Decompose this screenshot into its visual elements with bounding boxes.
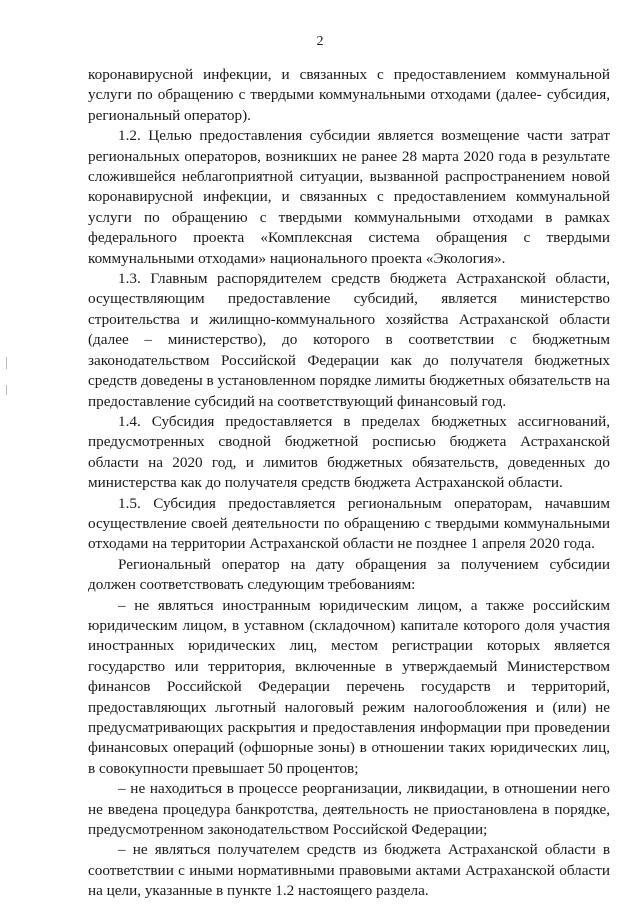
page-number: 2 [316, 34, 324, 49]
margin-mark [6, 385, 7, 395]
paragraph-continuation: коронавирусной инфекции, и связанных с предоставлением коммунальной услуги по обращению с твердыми коммунальными отходами (далее- субсидия, региональный оператор). [88, 66, 610, 124]
requirement-item: – не находиться в процессе реорганизации, ликвидации, в отношении него не введена процедура банкротства, деятельность не приостановлена в порядке, предусмотренном законодательством Российской Федерации; [88, 780, 610, 839]
paragraph-requirements-intro: Региональный оператор на дату обращения за получением субсидии должен соответствовать следующим требованиям: [88, 555, 610, 594]
paragraph-1-4: 1.4. Субсидия предоставляется в пределах бюджетных ассигнований, предусмотренных сводной бюджетной росписью бюджета Астраханской области на 2020 год, и лимитов бюджетных обязательств, доведенных до министерства как до получателя средств бюджета Астраханской области. [88, 412, 610, 492]
requirement-item: – не являться иностранным юридическим лицом, а также российским юридическим лицом, в уставном (складочном) капитале которого доля участия иностранных юридических лиц, местом регистрации которых является государство или территория, включенные в утверждаемый Министерством финансов Российской Федерации перечень государств и территорий, предоставляющих льготный налоговый режим налогообложения и (или) не предусматривающих раскрытия и предоставления информации при проведении финансовых операций (офшорные зоны) в отношении таких юридических лиц, в совокупности превышает 50 процентов; [88, 596, 610, 777]
margin-mark [6, 357, 7, 369]
paragraph-1-2: 1.2. Целью предоставления субсидии является возмещение части затрат региональных операторов, возникших не ранее 28 марта 2020 года в результате сложившейся неблагоприятной ситуации, вызванной распространением новой коронавирусной инфекции, и связанных с предоставлением коммунальной услуги по обращению с твердыми коммунальными отходами в рамках федерального проекта «Комплексная система обращения с твердыми коммунальными отходами» национального проекта «Экология». [88, 127, 610, 267]
paragraph-1-3: 1.3. Главным распорядителем средств бюджета Астраханской области, осуществляющим предоставление субсидий, является министерство строительства и жилищно-коммунального хозяйства Астраханской области (далее – министерство), до которого в соответствии с бюджетным законодательством Российской Федерации как до получателя бюджетных средств доведены в установленном порядке лимиты бюджетных обязательств на предоставление субсидий на соответствующий финансовый год. [88, 270, 610, 410]
paragraph-1-5: 1.5. Субсидия предоставляется региональным операторам, начавшим осуществление своей деятельности по обращению с твердыми коммунальными отходами на территории Астраханской области не позднее 1 апреля 2020 года. [88, 494, 610, 553]
requirement-item: – не являться получателем средств из бюджета Астраханской области в соответствии с иными нормативными правовыми актами Астраханской области на цели, указанные в пункте 1.2 настоящего раздела. [88, 841, 610, 900]
document-body [88, 65, 610, 902]
